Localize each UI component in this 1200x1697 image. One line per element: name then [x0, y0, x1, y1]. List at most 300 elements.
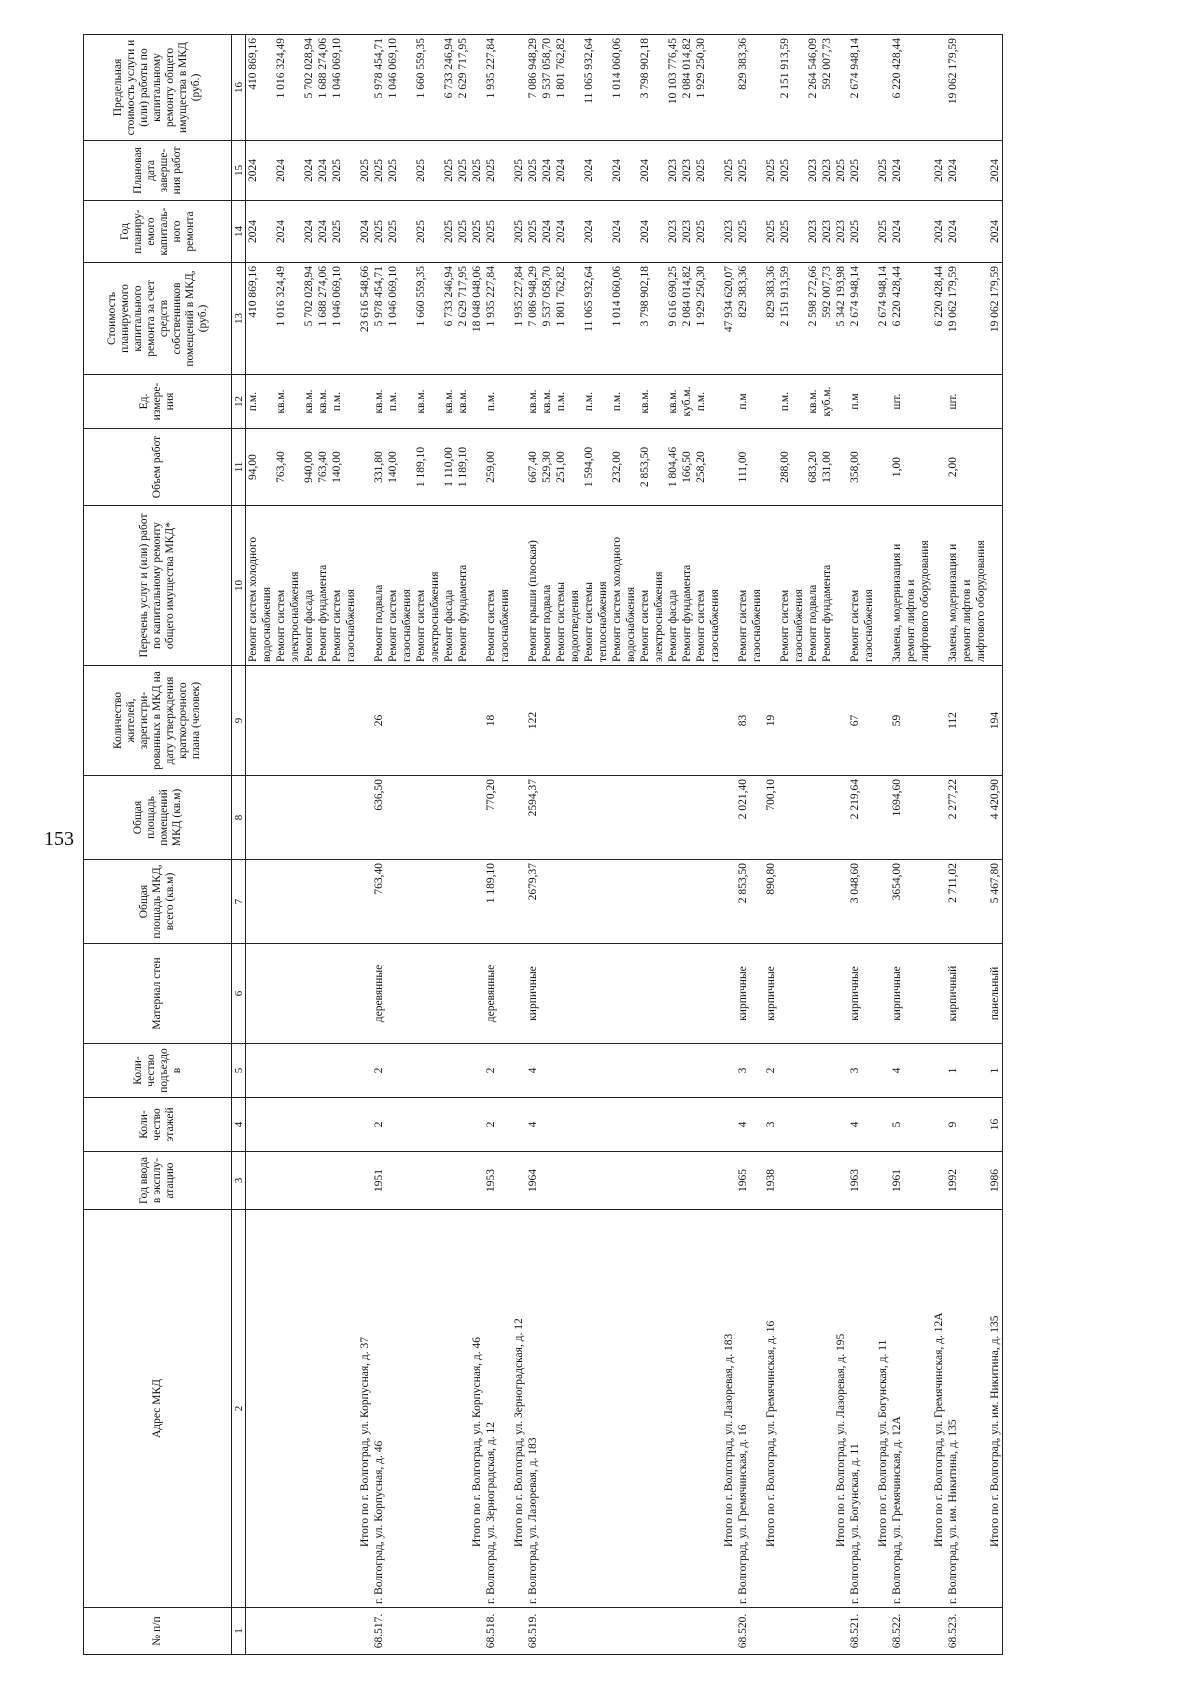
cell-address — [778, 1210, 834, 1608]
cell-unit: шт. — [890, 375, 932, 429]
cell-year — [358, 1152, 372, 1210]
cell-area-living — [932, 776, 946, 860]
cell-unit — [988, 375, 1003, 429]
cell-residents: 122 — [526, 666, 722, 776]
cell-volume: 2,00 — [946, 429, 988, 506]
column-number: 12 — [232, 375, 246, 429]
cell-address: г. Волгоград, ул. им. Никитина, д. 135 — [946, 1210, 988, 1608]
table-row — [848, 35, 876, 1655]
cell-floors: 4 — [526, 1098, 722, 1152]
cell-num — [778, 1608, 834, 1655]
cell-unit — [834, 375, 848, 429]
cell-limit — [988, 35, 1003, 141]
cell-limit — [512, 35, 526, 141]
cell-num — [470, 1608, 484, 1655]
column-number: 3 — [232, 1152, 246, 1210]
cell-wall — [358, 944, 372, 1044]
cell-num — [246, 1608, 359, 1655]
cell-entrances: 2 — [372, 1044, 470, 1098]
cell-wall: кирпичный — [946, 944, 988, 1044]
cell-area-living: 2 277,22 — [946, 776, 988, 860]
cell-year — [512, 1152, 526, 1210]
cell-area-living — [512, 776, 526, 860]
table-total-row — [834, 35, 848, 1655]
cell-volume — [988, 429, 1003, 506]
cell-address: Итого по г. Волгоград, ул. Зерноградская, д. 12 — [512, 1210, 526, 1608]
cell-area-living: 770,20 — [484, 776, 512, 860]
cell-area-total: 3 048,60 — [848, 860, 876, 944]
table-row — [946, 35, 988, 1655]
cell-works: Ремонт систем газоснабжения — [736, 506, 764, 666]
cell-limit: 829 383,36 — [736, 35, 764, 141]
cell-year — [778, 1152, 834, 1210]
cell-end-year: 2025 — [470, 141, 484, 201]
cell-end-year: 2025 — [484, 141, 512, 201]
cell-volume — [876, 429, 890, 506]
cell-entrances: 3 — [736, 1044, 764, 1098]
cell-plan-year: 2024 — [358, 201, 372, 263]
column-number: 8 — [232, 776, 246, 860]
col-header-num: № п/п — [84, 1608, 232, 1655]
cell-floors: 3 — [764, 1098, 778, 1152]
cell-entrances — [722, 1044, 736, 1098]
header-row — [84, 35, 232, 1655]
cell-plan-year: 2024 — [932, 201, 946, 263]
cell-works: Ремонт систем холодного водоснабжения Ремонт систем электроснабжения Ремонт фасада Ремонт фундамента Ремонт систем газоснабжения — [246, 506, 359, 666]
table-row — [526, 35, 722, 1655]
cell-floors: 4 — [848, 1098, 876, 1152]
cell-floors — [778, 1098, 834, 1152]
cell-area-living: 2 219,64 — [848, 776, 876, 860]
cell-area-total: 2 853,50 — [736, 860, 764, 944]
cell-cost: 18 048 048,06 — [470, 263, 484, 375]
cell-wall: панельный — [988, 944, 1003, 1044]
cell-area-total — [246, 860, 359, 944]
cell-area-living: 2594,37 — [526, 776, 722, 860]
cell-entrances — [246, 1044, 359, 1098]
cell-works — [512, 506, 526, 666]
cell-unit — [764, 375, 778, 429]
cell-cost: 2 151 913,59 2 598 272,66 592 007,73 — [778, 263, 834, 375]
col-header-end-year: Плановая дата заверше-ния работ — [84, 141, 232, 201]
col-header-cost: Стоимость планируемого капитального ремонта за счет средств собственников помещений в МКД, (руб.) — [84, 263, 232, 375]
col-header-wall: Материал стен — [84, 944, 232, 1044]
cell-residents: 194 — [988, 666, 1003, 776]
table-row — [246, 35, 359, 1655]
table-row — [778, 35, 834, 1655]
cell-area-total: 1 189,10 — [484, 860, 512, 944]
cell-entrances: 4 — [890, 1044, 932, 1098]
cell-cost: 7 086 948,29 9 537 058,70 1 801 762,82 11 065 932,64 1 014 060,06 3 798 902,18 9 616 690,25 2 084 014,82 1 929 250,30 — [526, 263, 722, 375]
cell-residents — [876, 666, 890, 776]
cell-num: 68.522. — [890, 1608, 932, 1655]
cell-plan-year: 2025 — [848, 201, 876, 263]
cell-unit: п.м. — [484, 375, 512, 429]
cell-num — [834, 1608, 848, 1655]
table-row — [372, 35, 470, 1655]
cell-area-living: 4 420,90 — [988, 776, 1003, 860]
cell-wall: кирпичные — [526, 944, 722, 1044]
cell-area-living: 636,50 — [372, 776, 470, 860]
cell-plan-year: 2025 — [736, 201, 764, 263]
cell-area-total: 890,80 — [764, 860, 778, 944]
cell-floors: 16 — [988, 1098, 1003, 1152]
cell-floors — [512, 1098, 526, 1152]
cell-end-year: 2024 2024 2024 2024 2025 — [246, 141, 359, 201]
cell-cost: 829 383,36 — [736, 263, 764, 375]
cell-limit: 2 674 948,14 — [848, 35, 876, 141]
table-row — [736, 35, 764, 1655]
capital-repair-table — [83, 34, 1003, 1655]
cell-end-year: 2025 2024 2024 2024 2024 2024 2023 2023 2025 — [526, 141, 722, 201]
cell-floors: 9 — [946, 1098, 988, 1152]
cell-works — [988, 506, 1003, 666]
cell-entrances — [512, 1044, 526, 1098]
cell-wall: кирпичные — [736, 944, 764, 1044]
cell-works — [722, 506, 736, 666]
cell-area-living: 1694,60 — [890, 776, 932, 860]
cell-volume — [764, 429, 778, 506]
cell-area-total — [512, 860, 526, 944]
cell-year: 1964 — [526, 1152, 722, 1210]
cell-year — [722, 1152, 736, 1210]
cell-end-year: 2024 — [988, 141, 1003, 201]
cell-volume: 1,00 — [890, 429, 932, 506]
cell-limit — [764, 35, 778, 141]
cell-residents — [246, 666, 359, 776]
cell-year: 1963 — [848, 1152, 876, 1210]
cell-plan-year: 2024 — [890, 201, 932, 263]
cell-num: 68.523. — [946, 1608, 988, 1655]
cell-limit: 19 062 179,59 — [946, 35, 988, 141]
cell-works — [876, 506, 890, 666]
cell-wall: деревянные — [484, 944, 512, 1044]
cell-works — [932, 506, 946, 666]
col-header-unit: Ед. измере-ния — [84, 375, 232, 429]
cell-plan-year: 2025 — [764, 201, 778, 263]
cell-limit: 2 151 913,59 2 264 546,09 592 007,73 — [778, 35, 834, 141]
cell-area-living: 700,10 — [764, 776, 778, 860]
column-number: 2 — [232, 1210, 246, 1608]
cell-floors: 4 — [736, 1098, 764, 1152]
cell-unit: п.м — [736, 375, 764, 429]
cell-cost: 2 674 948,14 — [876, 263, 890, 375]
cell-address: г. Волгоград, ул. Корпусная, д. 46 — [372, 1210, 470, 1608]
cell-entrances: 2 — [764, 1044, 778, 1098]
cell-unit: кв.м. кв.м. п.м. п.м. п.м. кв.м. кв.м. куб.м. п.м. — [526, 375, 722, 429]
cell-wall — [932, 944, 946, 1044]
cell-area-total — [932, 860, 946, 944]
cell-floors — [876, 1098, 890, 1152]
cell-cost: 19 062 179,59 — [946, 263, 988, 375]
col-header-area-living: Общая площадь помещений МКД (кв.м) — [84, 776, 232, 860]
cell-end-year: 2024 — [890, 141, 932, 201]
cell-end-year: 2025 — [512, 141, 526, 201]
cell-plan-year: 2025 2023 2023 — [778, 201, 834, 263]
cell-cost: 23 616 548,66 — [358, 263, 372, 375]
cell-num: 68.521. — [848, 1608, 876, 1655]
cell-wall — [778, 944, 834, 1044]
cell-cost: 5 978 454,71 1 046 069,10 1 660 559,35 6 733 246,94 2 629 717,95 — [372, 263, 470, 375]
cell-volume — [932, 429, 946, 506]
cell-volume — [512, 429, 526, 506]
cell-end-year: 2025 2023 2023 — [778, 141, 834, 201]
cell-limit: 6 220 428,44 — [890, 35, 932, 141]
cell-num — [764, 1608, 778, 1655]
cell-year: 1938 — [764, 1152, 778, 1210]
cell-year: 1992 — [946, 1152, 988, 1210]
table-total-row — [470, 35, 484, 1655]
table-row — [890, 35, 932, 1655]
cell-works — [764, 506, 778, 666]
cell-volume — [834, 429, 848, 506]
cell-address: Итого по г. Волгоград, ул. им. Никитина, д. 135 — [988, 1210, 1003, 1608]
cell-floors — [246, 1098, 359, 1152]
cell-residents: 19 — [764, 666, 778, 776]
cell-works: Ремонт систем газоснабжения — [484, 506, 512, 666]
cell-num: 68.518. — [484, 1608, 512, 1655]
cell-area-total — [778, 860, 834, 944]
table-total-row — [358, 35, 372, 1655]
column-number: 13 — [232, 263, 246, 375]
cell-address: Итого по г. Волгоград, ул. Корпусная, д. 37 — [358, 1210, 372, 1608]
cell-unit — [932, 375, 946, 429]
cell-plan-year: 2025 2024 2024 2024 2024 2024 2023 2023 2025 — [526, 201, 722, 263]
cell-floors — [932, 1098, 946, 1152]
cell-num — [876, 1608, 890, 1655]
cell-end-year: 2025 — [848, 141, 876, 201]
cell-year: 1986 — [988, 1152, 1003, 1210]
cell-year — [470, 1152, 484, 1210]
cell-address: г. Волгоград, ул. Лазоревая, д. 183 — [526, 1210, 722, 1608]
cell-limit — [876, 35, 890, 141]
cell-unit: шт. — [946, 375, 988, 429]
cell-residents — [778, 666, 834, 776]
column-number: 6 — [232, 944, 246, 1044]
column-number-row — [232, 35, 246, 1655]
cell-num — [932, 1608, 946, 1655]
cell-plan-year: 2025 — [876, 201, 890, 263]
cell-end-year: 2025 — [764, 141, 778, 201]
col-header-year: Год ввода в эксплу-атацию — [84, 1152, 232, 1210]
cell-limit: 5 978 454,71 1 046 069,10 1 660 559,35 6 733 246,94 2 629 717,95 — [372, 35, 470, 141]
cell-address: Итого по г. Волгоград, ул. Гремячинская, д. 12А — [932, 1210, 946, 1608]
cell-works: Ремонт крыши (плоская) Ремонт подвала Ремонт системы водоотведения Ремонт системы теплоснабжения Ремонт систем холодного водоснабжения Ремонт систем электроснабжения Ремонт фасада Ремонт фундамента Ремонт систем газоснабжения — [526, 506, 722, 666]
column-number: 15 — [232, 141, 246, 201]
cell-floors — [470, 1098, 484, 1152]
cell-area-total — [722, 860, 736, 944]
cell-plan-year: 2023 — [834, 201, 848, 263]
cell-area-total — [358, 860, 372, 944]
cell-num — [512, 1608, 526, 1655]
cell-cost: 410 869,16 1 016 324,49 5 702 028,94 1 688 274,06 1 046 069,10 — [246, 263, 359, 375]
cell-residents: 112 — [946, 666, 988, 776]
cell-wall — [834, 944, 848, 1044]
cell-limit: 7 086 948,29 9 537 058,70 1 801 762,82 11 065 932,64 1 014 060,06 3 798 902,18 10 103 776,45 2 084 014,82 1 929 250,30 — [526, 35, 722, 141]
cell-volume — [358, 429, 372, 506]
cell-num — [988, 1608, 1003, 1655]
cell-unit — [512, 375, 526, 429]
capital-repair-table-sheet — [83, 35, 1200, 1655]
cell-volume — [722, 429, 736, 506]
cell-plan-year: 2025 — [470, 201, 484, 263]
cell-year: 1951 — [372, 1152, 470, 1210]
cell-end-year: 2025 — [736, 141, 764, 201]
cell-unit: п.м — [848, 375, 876, 429]
cell-residents — [722, 666, 736, 776]
cell-residents: 67 — [848, 666, 876, 776]
cell-floors — [358, 1098, 372, 1152]
column-number: 5 — [232, 1044, 246, 1098]
cell-plan-year: 2024 — [946, 201, 988, 263]
page-number: 153 — [44, 828, 74, 850]
cell-num: 68.519. — [526, 1608, 722, 1655]
cell-area-total — [470, 860, 484, 944]
column-number: 4 — [232, 1098, 246, 1152]
cell-cost: 1 935 227,84 — [484, 263, 512, 375]
col-header-plan-year: Год планиру-емого капиталь-ного ремонта — [84, 201, 232, 263]
cell-wall — [876, 944, 890, 1044]
cell-cost: 19 062 179,59 — [988, 263, 1003, 375]
cell-area-living — [722, 776, 736, 860]
cell-area-total — [876, 860, 890, 944]
cell-end-year: 2025 — [722, 141, 736, 201]
column-number: 9 — [232, 666, 246, 776]
cell-year — [932, 1152, 946, 1210]
cell-works: Ремонт систем газоснабжения — [848, 506, 876, 666]
cell-address: г. Волгоград, ул. Гремячинская, д. 12А — [890, 1210, 932, 1608]
cell-num — [722, 1608, 736, 1655]
cell-area-living — [358, 776, 372, 860]
cell-cost: 1 935 227,84 — [512, 263, 526, 375]
cell-area-living — [246, 776, 359, 860]
cell-entrances: 3 — [848, 1044, 876, 1098]
cell-unit: кв.м. п.м. кв.м. кв.м. кв.м. — [372, 375, 470, 429]
cell-end-year: 2024 — [946, 141, 988, 201]
cell-unit — [470, 375, 484, 429]
cell-wall: кирпичные — [848, 944, 876, 1044]
cell-year — [246, 1152, 359, 1210]
col-header-entrances: Коли-чество подъездо в — [84, 1044, 232, 1098]
cell-cost: 6 220 428,44 — [932, 263, 946, 375]
cell-entrances — [932, 1044, 946, 1098]
cell-works — [470, 506, 484, 666]
cell-volume — [470, 429, 484, 506]
cell-area-living — [778, 776, 834, 860]
cell-volume: 667,40 529,30 251,00 1 594,00 232,00 2 853,50 1 804,46 166,50 258,20 — [526, 429, 722, 506]
cell-entrances: 1 — [988, 1044, 1003, 1098]
cell-unit: п.м. кв.м. куб.м. — [778, 375, 834, 429]
cell-unit — [358, 375, 372, 429]
cell-unit — [876, 375, 890, 429]
cell-entrances: 1 — [946, 1044, 988, 1098]
cell-wall — [512, 944, 526, 1044]
col-header-area-total: Общая площадь МКД, всего (кв.м) — [84, 860, 232, 944]
table-body — [246, 35, 1003, 1655]
table-total-row — [988, 35, 1003, 1655]
cell-limit — [722, 35, 736, 141]
cell-limit: 410 869,16 1 016 324,49 5 702 028,94 1 688 274,06 1 046 069,10 — [246, 35, 359, 141]
cell-cost: 2 674 948,14 — [848, 263, 876, 375]
cell-area-total: 5 467,80 — [988, 860, 1003, 944]
cell-address: г. Волгоград, ул. Богунская, д. 11 — [848, 1210, 876, 1608]
col-header-limit: Предельная стоимость услуги и (или) работы по капитальному ремонту общего имущества в МКД (руб.) — [84, 35, 232, 141]
cell-address: Итого по г. Волгоград, ул. Лазоревая, д. 183 — [722, 1210, 736, 1608]
cell-area-living — [470, 776, 484, 860]
cell-year — [876, 1152, 890, 1210]
cell-plan-year: 2025 — [484, 201, 512, 263]
cell-limit — [834, 35, 848, 141]
cell-address: г. Волгоград, ул. Зерноградская, д. 12 — [484, 1210, 512, 1608]
cell-entrances — [834, 1044, 848, 1098]
cell-works: Ремонт систем газоснабжения Ремонт подвала Ремонт фундамента — [778, 506, 834, 666]
column-number: 10 — [232, 506, 246, 666]
cell-unit: п.м. кв.м. кв.м. кв.м. п.м. — [246, 375, 359, 429]
column-number: 7 — [232, 860, 246, 944]
cell-address: Итого по г. Волгоград, ул. Корпусная, д. 46 — [470, 1210, 484, 1608]
cell-works — [834, 506, 848, 666]
cell-works: Замена, модернизация и ремонт лифтов и лифтового оборудования — [890, 506, 932, 666]
cell-cost: 47 934 620,07 — [722, 263, 736, 375]
cell-cost: 829 383,36 — [764, 263, 778, 375]
table-total-row — [932, 35, 946, 1655]
cell-entrances — [778, 1044, 834, 1098]
cell-year: 1961 — [890, 1152, 932, 1210]
cell-year: 1965 — [736, 1152, 764, 1210]
cell-entrances: 2 — [484, 1044, 512, 1098]
cell-volume: 288,00 683,20 131,00 — [778, 429, 834, 506]
cell-plan-year: 2024 — [988, 201, 1003, 263]
cell-residents — [358, 666, 372, 776]
cell-plan-year: 2025 2025 2025 2025 2025 — [372, 201, 470, 263]
cell-works: Ремонт подвала Ремонт систем газоснабжения Ремонт систем электроснабжения Ремонт фасада Ремонт фундамента — [372, 506, 470, 666]
cell-area-total — [834, 860, 848, 944]
cell-area-living: 2 021,40 — [736, 776, 764, 860]
cell-cost: 5 342 193,98 — [834, 263, 848, 375]
cell-end-year: 2024 — [932, 141, 946, 201]
cell-area-total: 2679,37 — [526, 860, 722, 944]
col-header-works: Перечень услуг и (или) работ по капитальному ремонту общего имущества МКД* — [84, 506, 232, 666]
column-number: 14 — [232, 201, 246, 263]
cell-end-year: 2025 — [876, 141, 890, 201]
cell-residents — [470, 666, 484, 776]
cell-entrances — [470, 1044, 484, 1098]
column-number: 11 — [232, 429, 246, 506]
table-total-row — [512, 35, 526, 1655]
cell-volume: 111,00 — [736, 429, 764, 506]
cell-volume: 94,00 763,40 940,00 763,40 140,00 — [246, 429, 359, 506]
cell-end-year: 2025 — [834, 141, 848, 201]
cell-address — [246, 1210, 359, 1608]
cell-works: Замена, модернизация и ремонт лифтов и лифтового оборудования — [946, 506, 988, 666]
cell-end-year: 2025 2025 2025 2025 2025 — [372, 141, 470, 201]
cell-volume: 358,00 — [848, 429, 876, 506]
cell-area-total: 2 711,02 — [946, 860, 988, 944]
table-total-row — [876, 35, 890, 1655]
table-total-row — [722, 35, 736, 1655]
cell-num — [358, 1608, 372, 1655]
cell-works — [358, 506, 372, 666]
cell-plan-year: 2025 — [512, 201, 526, 263]
cell-year — [834, 1152, 848, 1210]
col-header-volume: Объем работ — [84, 429, 232, 506]
cell-residents — [834, 666, 848, 776]
table-total-row — [764, 35, 778, 1655]
cell-plan-year: 2024 2024 2024 2024 2025 — [246, 201, 359, 263]
cell-address: Итого по г. Волгоград, ул. Богунская, д. 11 — [876, 1210, 890, 1608]
cell-area-total: 763,40 — [372, 860, 470, 944]
cell-year: 1953 — [484, 1152, 512, 1210]
